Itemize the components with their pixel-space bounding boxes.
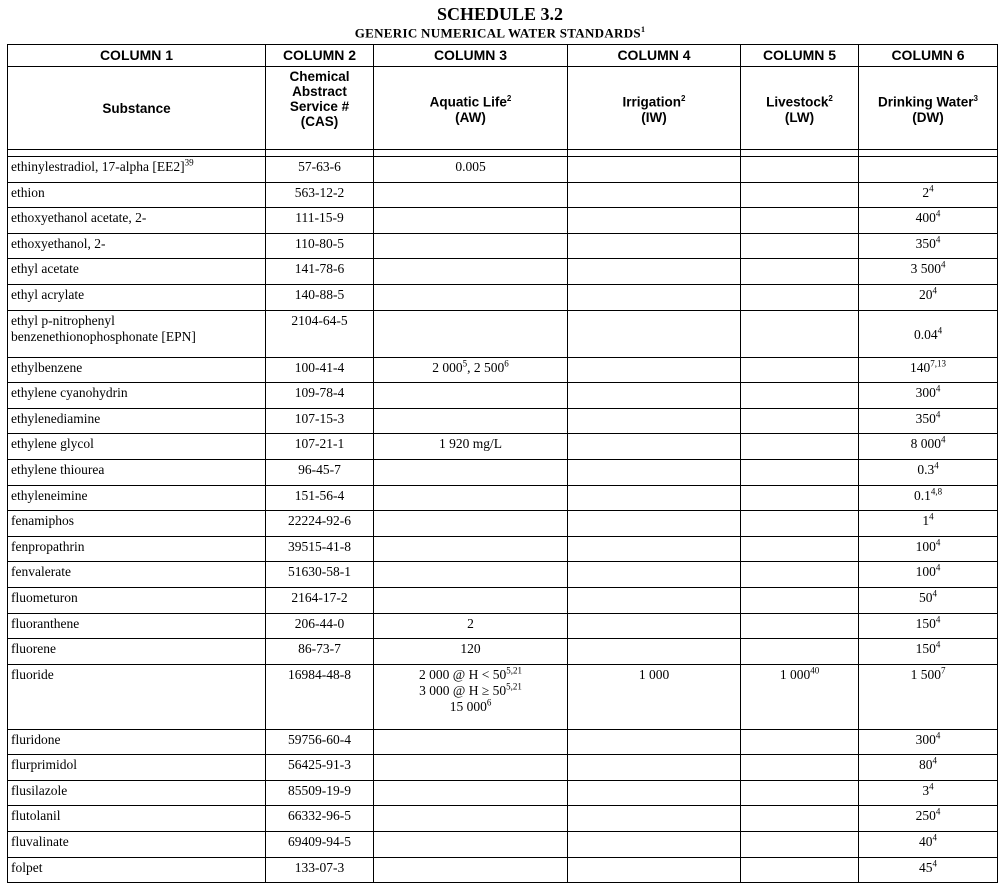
table-row bbox=[8, 284, 998, 310]
dw-cell: $0.3^4$ bbox=[859, 459, 998, 485]
iw-cell bbox=[568, 857, 741, 883]
iw-cell bbox=[568, 284, 741, 310]
table-row bbox=[8, 832, 998, 858]
aw-cell bbox=[374, 485, 568, 511]
cas-cell: 110-80-5 bbox=[266, 233, 374, 259]
iw-cell bbox=[568, 459, 741, 485]
table-row bbox=[8, 664, 998, 729]
substance-cell: folpet bbox=[8, 857, 266, 883]
column-3-header: COLUMN 3 bbox=[374, 45, 568, 67]
iw-cell bbox=[568, 780, 741, 806]
lw-cell bbox=[741, 208, 859, 234]
substance-cell: ethyl acetate bbox=[8, 259, 266, 285]
dw-cell: $50^4$ bbox=[859, 587, 998, 613]
cas-cell: 111-15-9 bbox=[266, 208, 374, 234]
lw-cell bbox=[741, 182, 859, 208]
lw-cell bbox=[741, 613, 859, 639]
table-row bbox=[8, 310, 998, 357]
cas-cell: 51630-58-1 bbox=[266, 562, 374, 588]
aw-cell bbox=[374, 208, 568, 234]
lw-cell bbox=[741, 357, 859, 383]
substance-cell: ethylene glycol bbox=[8, 434, 266, 460]
cas-cell: 56425-91-3 bbox=[266, 755, 374, 781]
dw-cell: 0.04$^4$ bbox=[859, 310, 998, 357]
dw-cell: $350^4$ bbox=[859, 233, 998, 259]
aw-cell bbox=[374, 182, 568, 208]
cas-cell: 151-56-4 bbox=[266, 485, 374, 511]
dw-cell: $250^4$ bbox=[859, 806, 998, 832]
lw-cell bbox=[741, 806, 859, 832]
table-row bbox=[8, 408, 998, 434]
iw-cell bbox=[568, 485, 741, 511]
aw-cell bbox=[374, 832, 568, 858]
cas-cell: 86-73-7 bbox=[266, 639, 374, 665]
lw-cell bbox=[741, 485, 859, 511]
cas-cell: 141-78-6 bbox=[266, 259, 374, 285]
water-standards-table bbox=[7, 44, 998, 883]
substance-cell: fenvalerate bbox=[8, 562, 266, 588]
iw-cell bbox=[568, 182, 741, 208]
aw-cell bbox=[374, 383, 568, 409]
table-row bbox=[8, 511, 998, 537]
substance-cell: fluorene bbox=[8, 639, 266, 665]
lw-cell bbox=[741, 587, 859, 613]
cas-cell: 2164-17-2 bbox=[266, 587, 374, 613]
cas-cell: 66332-96-5 bbox=[266, 806, 374, 832]
iw-cell bbox=[568, 233, 741, 259]
aw-cell bbox=[374, 780, 568, 806]
lw-cell bbox=[741, 511, 859, 537]
aw-cell bbox=[374, 284, 568, 310]
lw-cell bbox=[741, 857, 859, 883]
table-row bbox=[8, 208, 998, 234]
aw-cell: 0.005 bbox=[374, 157, 568, 183]
dw-cell bbox=[859, 157, 998, 183]
dw-cell: 0.1$^{4,8}$ bbox=[859, 485, 998, 511]
table-row bbox=[8, 729, 998, 755]
lw-cell bbox=[741, 755, 859, 781]
table-row bbox=[8, 562, 998, 588]
table-row bbox=[8, 259, 998, 285]
aw-cell bbox=[374, 459, 568, 485]
lw-cell bbox=[741, 729, 859, 755]
iw-cell bbox=[568, 755, 741, 781]
aw-cell bbox=[374, 857, 568, 883]
iw-cell bbox=[568, 208, 741, 234]
cas-cell: 107-21-1 bbox=[266, 434, 374, 460]
dw-cell: 8 $000^4$ bbox=[859, 434, 998, 460]
lw-cell bbox=[741, 434, 859, 460]
aw-cell bbox=[374, 587, 568, 613]
iw-cell: 1 000 bbox=[568, 664, 741, 729]
drinking-water-header: Drinking Water$^3$ (DW) bbox=[859, 67, 998, 150]
table-row bbox=[8, 780, 998, 806]
cas-cell: 100-41-4 bbox=[266, 357, 374, 383]
dw-cell: $400^4$ bbox=[859, 208, 998, 234]
aw-cell: 2 $000^5$, 2 $500^6$ bbox=[374, 357, 568, 383]
iw-cell bbox=[568, 259, 741, 285]
cas-cell: 206-44-0 bbox=[266, 613, 374, 639]
cas-cell: 96-45-7 bbox=[266, 459, 374, 485]
dw-cell: $20^4$ bbox=[859, 284, 998, 310]
cas-cell: 2104-64-5 bbox=[266, 310, 374, 357]
aw-cell: 1 920 mg/L bbox=[374, 434, 568, 460]
substance-cell: ethinylestradiol, 17-alpha $[EE2]^{39}$ bbox=[8, 157, 266, 183]
lw-cell: 1 $000^{40}$ bbox=[741, 664, 859, 729]
livestock-header: Livestock$^2$ (LW) bbox=[741, 67, 859, 150]
dw-cell: $100^4$ bbox=[859, 562, 998, 588]
iw-cell bbox=[568, 613, 741, 639]
cas-cell: 57-63-6 bbox=[266, 157, 374, 183]
dw-cell: $1^4$ bbox=[859, 511, 998, 537]
lw-cell bbox=[741, 157, 859, 183]
iw-cell bbox=[568, 729, 741, 755]
table-row bbox=[8, 536, 998, 562]
substance-cell: ethoxyethanol acetate, 2- bbox=[8, 208, 266, 234]
column-6-header: COLUMN 6 bbox=[859, 45, 998, 67]
dw-cell: $300^4$ bbox=[859, 383, 998, 409]
substance-cell: ethyleneimine bbox=[8, 485, 266, 511]
cas-cell: 563-12-2 bbox=[266, 182, 374, 208]
substance-cell: fluometuron bbox=[8, 587, 266, 613]
cas-cell: 85509-19-9 bbox=[266, 780, 374, 806]
irrigation-header: Irrigation$^2$ (IW) bbox=[568, 67, 741, 150]
aw-cell bbox=[374, 259, 568, 285]
dw-cell: $40^4$ bbox=[859, 832, 998, 858]
iw-cell bbox=[568, 587, 741, 613]
dw-cell: 1 $500^7$ bbox=[859, 664, 998, 729]
schedule-title: SCHEDULE 3.2 bbox=[436, 4, 564, 24]
dw-cell: $300^4$ bbox=[859, 729, 998, 755]
aw-cell: 2 000 @ $H < 50^{5,21}$ 3 000 @ $H \ge 50^{5,21}$ 15 $000^6$ bbox=[374, 664, 568, 729]
table-row bbox=[8, 157, 998, 183]
aw-cell bbox=[374, 562, 568, 588]
lw-cell bbox=[741, 310, 859, 357]
column-2-header: COLUMN 2 bbox=[266, 45, 374, 67]
dw-cell: $150^4$ bbox=[859, 613, 998, 639]
aw-cell bbox=[374, 536, 568, 562]
substance-cell: ethylenediamine bbox=[8, 408, 266, 434]
lw-cell bbox=[741, 780, 859, 806]
cas-cell: 39515-41-8 bbox=[266, 536, 374, 562]
iw-cell bbox=[568, 383, 741, 409]
substance-cell: ethylene cyanohydrin bbox=[8, 383, 266, 409]
aw-cell bbox=[374, 729, 568, 755]
cas-cell: 69409-94-5 bbox=[266, 832, 374, 858]
table-row bbox=[8, 459, 998, 485]
table-row bbox=[8, 639, 998, 665]
iw-cell bbox=[568, 832, 741, 858]
aquatic-life-header: Aquatic Life$^2$ (AW) bbox=[374, 67, 568, 150]
table-row bbox=[8, 357, 998, 383]
cas-cell: 109-78-4 bbox=[266, 383, 374, 409]
table-row bbox=[8, 806, 998, 832]
substance-cell: ethylbenzene bbox=[8, 357, 266, 383]
lw-cell bbox=[741, 383, 859, 409]
aw-cell bbox=[374, 408, 568, 434]
dw-cell: 140$^{7,13}$ bbox=[859, 357, 998, 383]
cas-cell: 133-07-3 bbox=[266, 857, 374, 883]
lw-cell bbox=[741, 459, 859, 485]
substance-cell: ethion bbox=[8, 182, 266, 208]
iw-cell bbox=[568, 357, 741, 383]
schedule-subtitle: GENERIC NUMERICAL WATER STANDARDS$^1$ bbox=[354, 25, 646, 41]
aw-cell: 120 bbox=[374, 639, 568, 665]
substance-cell: fenpropathrin bbox=[8, 536, 266, 562]
iw-cell bbox=[568, 157, 741, 183]
cas-cell: 140-88-5 bbox=[266, 284, 374, 310]
cas-cell: 22224-92-6 bbox=[266, 511, 374, 537]
dw-cell: $350^4$ bbox=[859, 408, 998, 434]
iw-cell bbox=[568, 511, 741, 537]
iw-cell bbox=[568, 536, 741, 562]
lw-cell bbox=[741, 536, 859, 562]
substance-cell: fluvalinate bbox=[8, 832, 266, 858]
substance-cell: flutolanil bbox=[8, 806, 266, 832]
column-1-header: COLUMN 1 bbox=[8, 45, 266, 67]
aw-cell bbox=[374, 806, 568, 832]
table-row bbox=[8, 587, 998, 613]
iw-cell bbox=[568, 806, 741, 832]
iw-cell bbox=[568, 408, 741, 434]
aw-cell bbox=[374, 310, 568, 357]
substance-cell: fluoride bbox=[8, 664, 266, 729]
substance-cell: flusilazole bbox=[8, 780, 266, 806]
table-row bbox=[8, 485, 998, 511]
dw-cell: $3^4$ bbox=[859, 780, 998, 806]
cas-header: Chemical Abstract Service # (CAS) bbox=[266, 67, 374, 150]
substance-cell: flurprimidol bbox=[8, 755, 266, 781]
substance-cell: ethoxyethanol, 2- bbox=[8, 233, 266, 259]
substance-cell: ethyl p-nitrophenyl benzenethionophosphonate [EPN] bbox=[8, 310, 266, 357]
iw-cell bbox=[568, 434, 741, 460]
column-number-row bbox=[8, 45, 998, 67]
table-row bbox=[8, 755, 998, 781]
substance-cell: ethyl acrylate bbox=[8, 284, 266, 310]
column-title-row bbox=[8, 67, 998, 150]
dw-cell: 3 $500^4$ bbox=[859, 259, 998, 285]
lw-cell bbox=[741, 233, 859, 259]
lw-cell bbox=[741, 259, 859, 285]
column-5-header: COLUMN 5 bbox=[741, 45, 859, 67]
column-4-header: COLUMN 4 bbox=[568, 45, 741, 67]
iw-cell bbox=[568, 310, 741, 357]
lw-cell bbox=[741, 284, 859, 310]
dw-cell: $100^4$ bbox=[859, 536, 998, 562]
iw-cell bbox=[568, 639, 741, 665]
lw-cell bbox=[741, 408, 859, 434]
lw-cell bbox=[741, 832, 859, 858]
table-row bbox=[8, 434, 998, 460]
table-row bbox=[8, 613, 998, 639]
table-row bbox=[8, 857, 998, 883]
table-row bbox=[8, 383, 998, 409]
iw-cell bbox=[568, 562, 741, 588]
substance-cell: fenamiphos bbox=[8, 511, 266, 537]
substance-cell: fluoranthene bbox=[8, 613, 266, 639]
substance-cell: fluridone bbox=[8, 729, 266, 755]
aw-cell: 2 bbox=[374, 613, 568, 639]
dw-cell: $150^4$ bbox=[859, 639, 998, 665]
aw-cell bbox=[374, 233, 568, 259]
substance-cell: ethylene thiourea bbox=[8, 459, 266, 485]
aw-cell bbox=[374, 755, 568, 781]
header-spacer-row bbox=[8, 150, 998, 157]
aw-cell bbox=[374, 511, 568, 537]
dw-cell: $2^4$ bbox=[859, 182, 998, 208]
cas-cell: 107-15-3 bbox=[266, 408, 374, 434]
lw-cell bbox=[741, 639, 859, 665]
table-row bbox=[8, 233, 998, 259]
dw-cell: $80^4$ bbox=[859, 755, 998, 781]
substance-header: Substance bbox=[8, 67, 266, 150]
cas-cell: 16984-48-8 bbox=[266, 664, 374, 729]
lw-cell bbox=[741, 562, 859, 588]
dw-cell: $45^4$ bbox=[859, 857, 998, 883]
table-row bbox=[8, 182, 998, 208]
cas-cell: 59756-60-4 bbox=[266, 729, 374, 755]
